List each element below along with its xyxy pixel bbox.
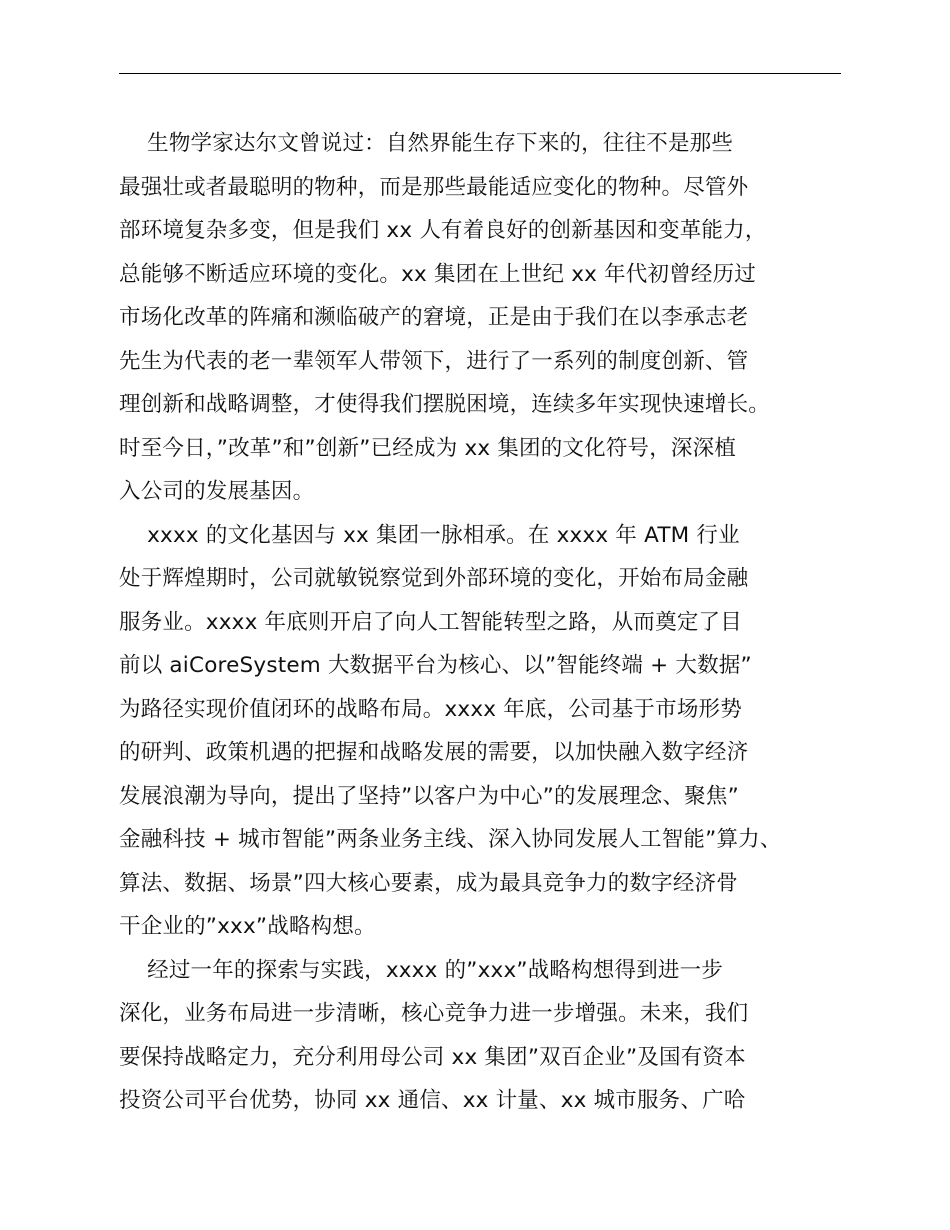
text-line: 前以 aiCoreSystem 大数据平台为核心、以”智能终端 + 大数据” [119,653,752,678]
text-line: 深化，业务布局进一步清晰，核心竞争力进一步增强。未来，我们 [119,1001,749,1026]
text-line: 理创新和战略调整，才使得我们摆脱困境，连续多年实现快速增长。 [119,392,771,417]
text-line: 时至今日，”改革”和”创新”已经成为 xx 集团的文化符号，深深植 [119,435,737,461]
text-line: 生物学家达尔文曾说过：自然界能生存下来的，往往不是那些 [119,131,734,156]
text-line: 处于辉煌期时，公司就敏锐察觉到外部环境的变化，开始布局金融 [119,566,749,591]
text-line: 部环境复杂多变，但是我们 xx 人有着良好的创新基因和变革能力， [119,218,767,243]
text-line: 干企业的”xxx”战略构想。 [119,914,376,939]
text-line: 投资公司平台优势，协同 xx 通信、xx 计量、xx 城市服务、广哈 [119,1088,746,1113]
text-line: 服务业。xxxx 年底则开启了向人工智能转型之路，从而奠定了目 [119,609,742,635]
text-line: 金融科技 + 城市智能”两条业务主线、深入协同发展人工智能”算力、 [119,827,782,852]
text-line: 发展浪潮为导向，提出了坚持”以客户为中心”的发展理念、聚焦” [119,783,739,809]
text-line: 先生为代表的老一辈领军人带领下，进行了一系列的制度创新、管 [119,348,749,374]
text-line: 的研判、政策机遇的把握和战略发展的需要，以加快融入数字经济 [119,740,749,765]
text-line: 最强壮或者最聪明的物种，而是那些最能适应变化的物种。尽管外 [119,174,749,200]
text-line: 要保持战略定力，充分利用母公司 xx 集团”双百企业”及国有资本 [119,1044,746,1070]
text-line: 算法、数据、场景”四大核心要素，成为最具竞争力的数字经济骨 [119,870,738,896]
header-rule [119,73,841,74]
body-text [119,122,854,1123]
text-line: 经过一年的探索与实践，xxxx 的”xxx”战略构想得到进一步 [119,957,724,983]
text-line: 为路径实现价值闭环的战略布局。xxxx 年底，公司基于市场形势 [119,696,742,722]
text-line: 总能够不断适应环境的变化。xx 集团在上世纪 xx 年代初曾经历过 [119,261,756,287]
text-line: xxxx 的文化基因与 xx 集团一脉相承。在 xxxx 年 ATM 行业 [119,522,740,548]
text-line: 市场化改革的阵痛和濒临破产的窘境，正是由于我们在以李承志老 [119,305,749,330]
text-line: 入公司的发展基因。 [119,479,315,504]
